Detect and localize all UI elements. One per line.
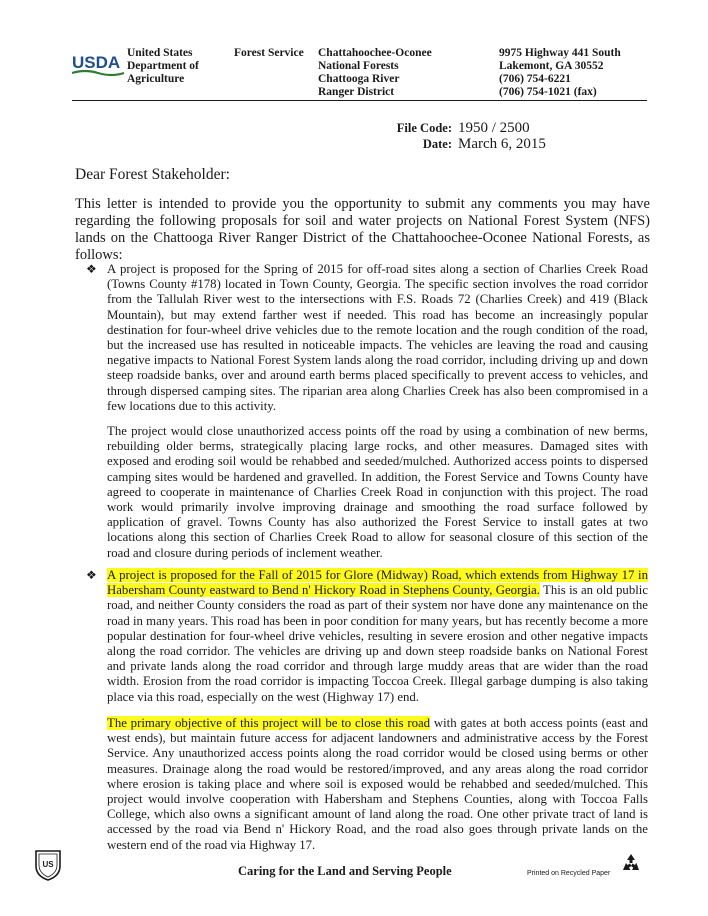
usda-logo	[72, 52, 124, 78]
diamond-bullet-icon: ❖	[86, 568, 97, 582]
project-1-paragraph-1: A project is proposed for the Spring of 2015 for off-road sites along a section of Charlies Creek Road (Towns County #178) located in Town County, Georgia. The specific section involves the road corridor from the Tallulah River west to the intersections with F.S. Roads 72 (Charlies Creek) and 419 (Black Mountain), but may extend farther west if needed. This road has become an increasingly popular destination for four-wheel drive vehicles due to the remote location and the rough condition of the road, but the increased use has resulted in noticeable impacts. The vehicles are leaving the road and causing negative impacts to National Forest System lands along the road corridor, including driving up and down steep roadside banks, over and around earth berms placed specifically to prevent access to vehicles, and through dispersed camping sites. The riparian area along Charlies Creek has also been compromised in a few locations due to this activity.	[107, 262, 648, 413]
unit-line: Chattooga River	[318, 73, 400, 85]
unit-line: National Forests	[318, 60, 399, 72]
paragraph-text: This is an old public road, and neither County considers the road as part of their system nor have done any maintenance on the road in many years. This road has been in poor condition for many years, but has recently become a more popular destination for four-wheel drive vehicles, resulting in severe erosion and other negative impacts along the road corridor. The vehicles are driving up and down steep roadside banks on National Forest and private lands along the road corridor and through large muddy areas that are wider than the road width. Erosion from the road corridor is impacting Toccoa Creek. Illegal garbage dumping is also taking place via this road, especially on the west (Highway 17) end.	[107, 583, 649, 704]
paragraph-text: with gates at both access points (east and west ends), but maintain future access for adjacent landowners and administrative access by the Forest Service. Any unauthorized access points along the road corridor would be closed using berms or other measures. Drainage along the road would be restored/improved, and any areas along the road corridor where erosion is taking place and where soil is exposed would be rehabbed and seeded/mulched. This project would involve cooperation with Habersham and Stephens Counties, along with Toccoa Falls College, which also owns a significant amount of land along the road. One other private tract of land is accessed by the road via Bend n' Hickory Road, and the road also goes through private lands on the western end of the road via Highway 17.	[107, 716, 648, 852]
letterhead-rule	[72, 100, 647, 101]
highlighted-text: The primary objective of this project will be to close this road	[107, 716, 431, 730]
office-address	[499, 47, 679, 99]
recycle-icon	[620, 852, 642, 874]
forest-unit	[318, 47, 468, 99]
service-name: Forest Service	[234, 47, 304, 59]
address-line: Lakemont, GA 30552	[499, 60, 604, 72]
address-line: 9975 Highway 441 South	[499, 47, 621, 59]
project-1-paragraph-2: The project would close unauthorized access points off the road by using a combination of new berms, rebuilding older berms, strategically placing large rocks, and other measures. Damaged sites with exposed and eroding soil would be rehabbed and seeded/mulched. Authorized access points to dispersed camping sites would be hardened and gravelled. In addition, the Forest Service and Towns County have agreed to cooperate in maintenance of Charlies Creek Road in conjunction with this project. The road work would primarily involve improving drainage and smoothing the road surface followed by application of gravel. Towns County has also authorized the Forest Service to install gates at two locations along this section of Charlies Creek Road to allow for seasonal closure of this section of the road and closure during periods of inclement weather.	[107, 424, 648, 560]
date-value: March 6, 2015	[458, 136, 546, 152]
file-code-block	[380, 120, 546, 152]
highlighted-text: A project is proposed for the Fall of 2015 for Glore (Midway) Road, which extends from Highway 17 in Habersham County eastward to Bend n' Hickory Road in Stephens County, Georgia.	[107, 568, 648, 598]
intro-paragraph: This letter is intended to provide you the opportunity to submit any comments you may have regarding the following proposals for soil and water projects on National Forest System (NFS) lands on the Chattooga River Ranger District of the Chattahoochee-Oconee National Forests, as follows:	[75, 196, 650, 263]
file-code-label: File Code:	[396, 121, 452, 135]
salutation: Dear Forest Stakeholder:	[75, 166, 230, 183]
address-line: (706) 754-6221	[499, 73, 571, 85]
usda-logo-text: USDA	[72, 53, 121, 72]
address-line: (706) 754-1021 (fax)	[499, 86, 597, 98]
diamond-bullet-icon: ❖	[86, 262, 97, 276]
forest-service-shield-icon	[33, 848, 63, 882]
project-2-paragraph-2	[107, 716, 648, 853]
file-code-value: 1950 / 2500	[458, 120, 530, 136]
shield-text: US	[42, 860, 54, 869]
date-label: Date:	[422, 137, 452, 151]
unit-line: Ranger District	[318, 86, 395, 98]
project-1-bullet	[88, 262, 648, 414]
project-2-paragraph-1	[107, 568, 648, 705]
unit-line: Chattahoochee-Oconee	[318, 47, 432, 59]
recycled-paper-note: Printed on Recycled Paper	[527, 870, 611, 877]
agency-name: United States Department of Agriculture	[127, 47, 199, 85]
footer-motto: Caring for the Land and Serving People	[238, 864, 452, 878]
project-2-bullet	[88, 568, 648, 705]
